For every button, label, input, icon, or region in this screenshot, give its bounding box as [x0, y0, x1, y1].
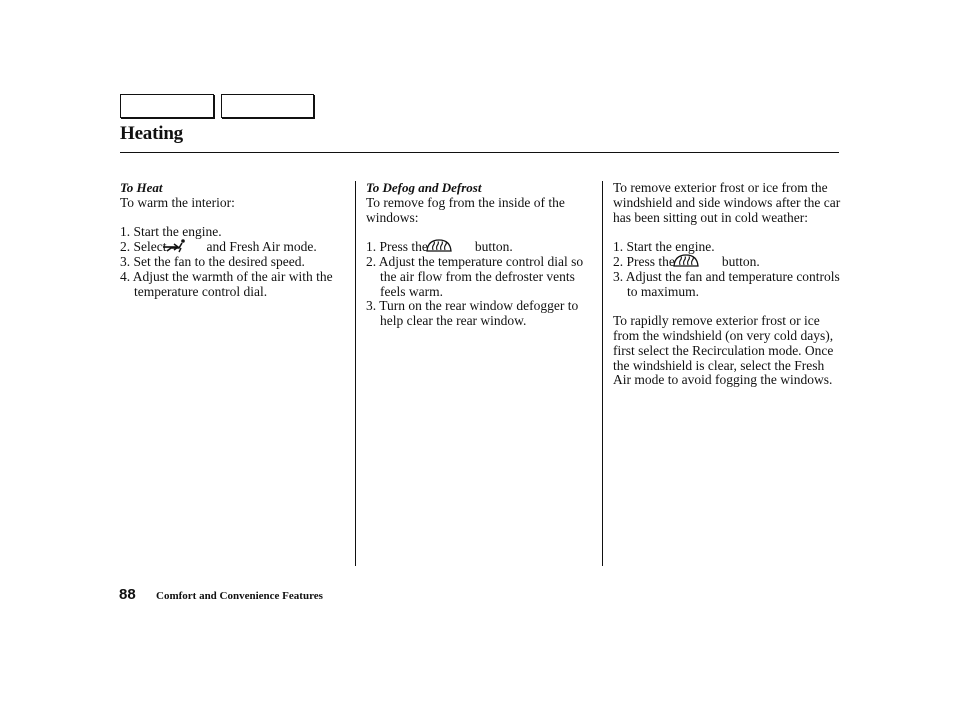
paragraph: To rapidly remove exterior frost or ice from the windshield (on very cold days), first select the Recirculation mode. Once the windshield is clear, select the Fresh Air mode to avoid fogging the windows. [613, 313, 834, 388]
step-text: and Fresh Air mode. [206, 239, 317, 255]
column-defog-defrost [366, 181, 598, 329]
step-item [366, 240, 598, 255]
step-text: button. [474, 239, 513, 255]
step-text: button. [721, 253, 760, 269]
step-item: 3. Turn on the rear window defogger to help clear the rear window. [366, 298, 579, 329]
step-item: 1. Start the engine. [120, 224, 222, 240]
step-item: 4. Adjust the warmth of the air with the temperature control dial. [120, 268, 333, 299]
step-item [120, 240, 352, 255]
step-text: 1. Press the [366, 239, 428, 255]
nav-tab-box[interactable] [120, 94, 214, 118]
defrost-button-icon [439, 239, 467, 253]
column-to-heat [120, 181, 352, 299]
nav-tab-box[interactable] [221, 94, 314, 118]
section-footer: Comfort and Convenience Features [156, 590, 323, 602]
intro-text: To warm the interior: [120, 194, 235, 210]
step-text: 2. Select [120, 239, 167, 255]
page-title: Heating [120, 123, 183, 144]
step-item: 3. Adjust the fan and temperature controls to maximum. [613, 268, 840, 299]
step-item [613, 255, 841, 270]
step-item: 2. Adjust the temperature control dial so the air flow from the defroster vents feels warm. [366, 254, 584, 299]
step-item: 1. Start the engine. [613, 239, 715, 255]
page-number: 88 [119, 586, 136, 603]
title-divider [120, 152, 839, 153]
intro-text: To remove fog from the inside of the windows: [366, 194, 565, 225]
step-item: 3. Set the fan to the desired speed. [120, 254, 305, 270]
defrost-button-icon [686, 254, 714, 268]
section-heading: To Defog and Defrost [366, 180, 482, 195]
fresh-air-mode-icon [176, 239, 202, 253]
column-divider [355, 181, 356, 566]
intro-text: To remove exterior frost or ice from the windshield and side windows after the car has been sitting out in cold weather: [613, 180, 841, 225]
column-divider [602, 181, 603, 566]
column-exterior-frost [613, 181, 841, 388]
section-heading: To Heat [120, 180, 163, 195]
step-text: 2. Press the [613, 253, 675, 269]
